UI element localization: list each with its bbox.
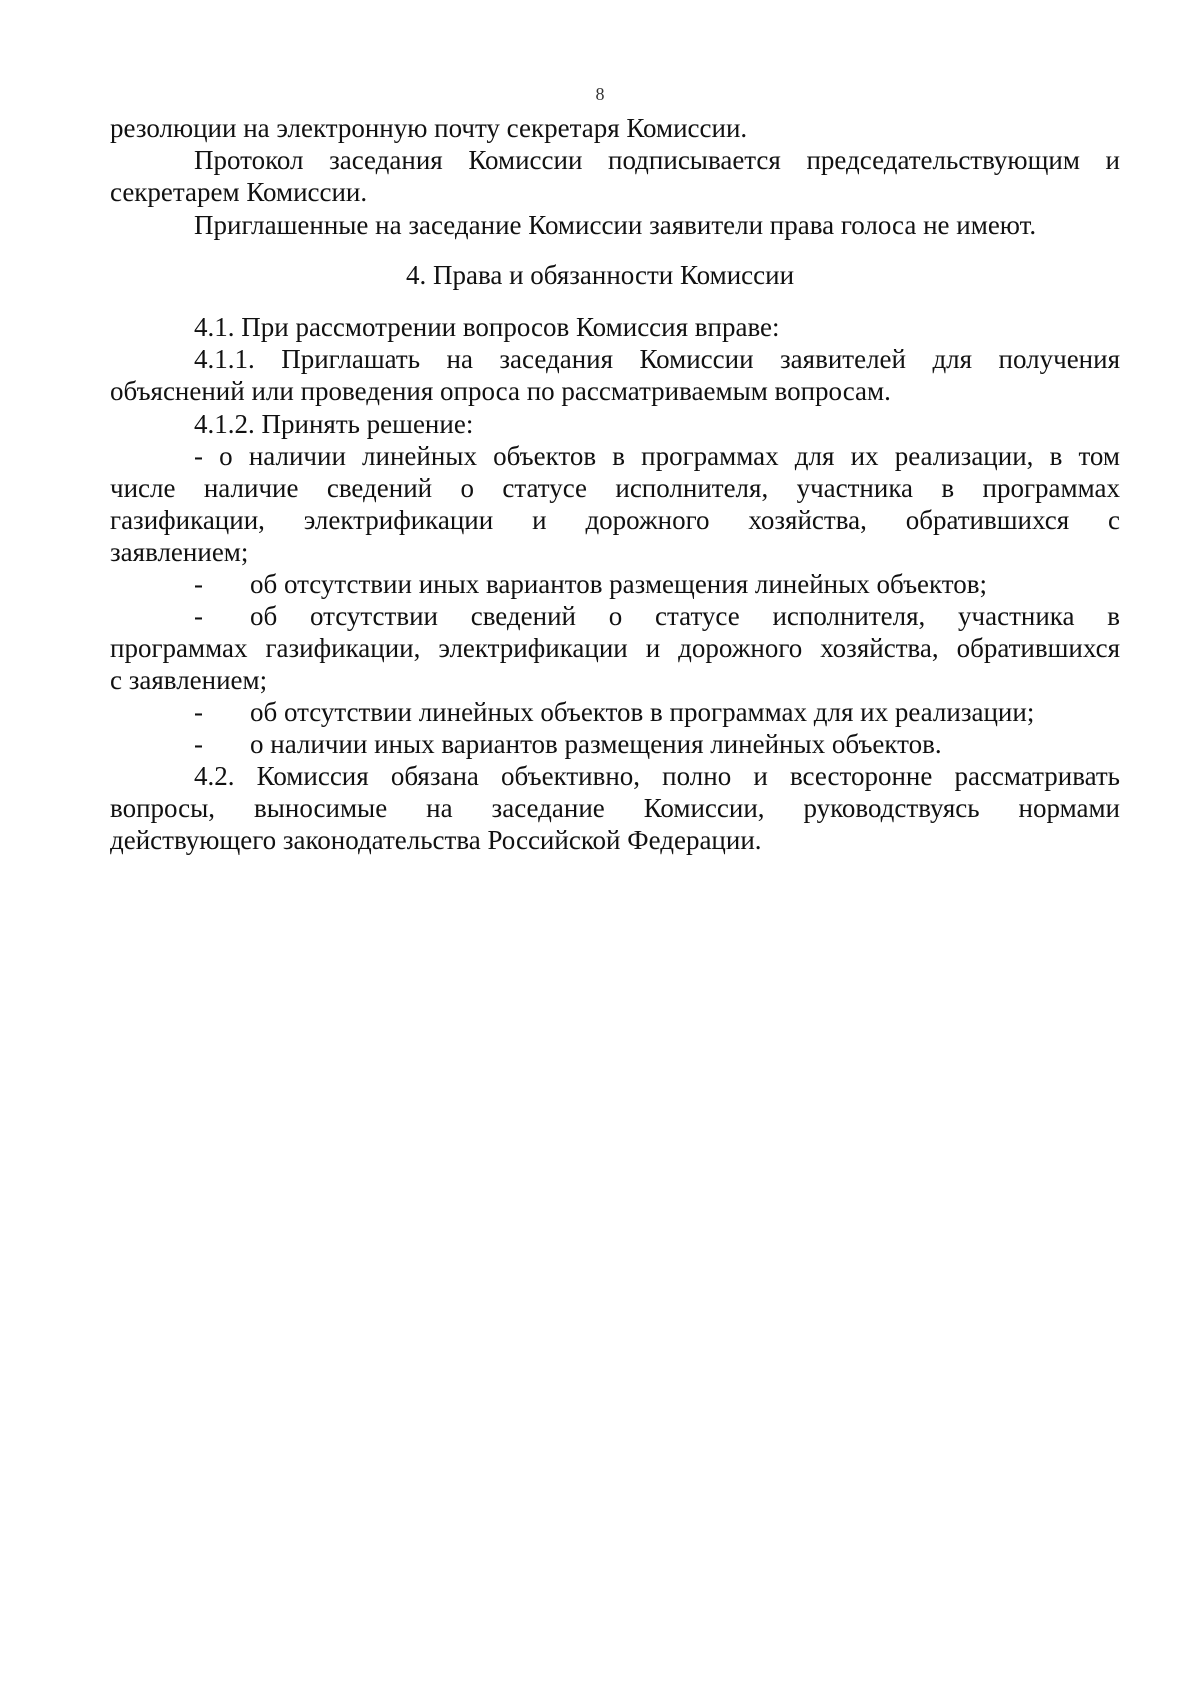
paragraph-line: 4.1. При рассмотрении вопросов Комиссия вправе:: [194, 312, 780, 342]
paragraph-line: действующего законодательства Российской Федерации.: [110, 825, 762, 855]
paragraph-line: Протокол заседания Комиссии подписывается председательствующим и: [194, 145, 1120, 175]
list-item-text: об отсутствии линейных объектов в программах для их реализации;: [250, 697, 1035, 727]
list-item-line: заявлением;: [110, 537, 249, 567]
paragraph-line: 4.1.1. Приглашать на заседания Комиссии заявителей для получения: [194, 344, 1120, 374]
paragraph-line: объяснений или проведения опроса по рассматриваемым вопросам.: [110, 376, 891, 406]
paragraph-line: 4.1.2. Принять решение:: [194, 409, 474, 439]
paragraph-line: вопросы, выносимые на заседание Комиссии, руководствуясь нормами: [110, 793, 1120, 823]
paragraph-line: секретарем Комиссии.: [110, 177, 368, 207]
list-item-text: об отсутствии иных вариантов размещения линейных объектов;: [250, 569, 987, 599]
list-dash: -: [194, 729, 203, 759]
section-heading: 4. Права и обязанности Комиссии: [405, 260, 795, 290]
list-item-line: программах газификации, электрификации и дорожного хозяйства, обратившихся: [110, 633, 1120, 663]
list-item-text: об отсутствии сведений о статусе исполнителя, участника в: [250, 601, 1120, 631]
page-number: 8: [595, 84, 605, 104]
list-item-line: газификации, электрификации и дорожного хозяйства, обратившихся с: [110, 505, 1120, 535]
list-item-line: с заявлением;: [110, 665, 268, 695]
list-dash: -: [194, 601, 203, 631]
list-item-line: числе наличие сведений о статусе исполнителя, участника в программах: [110, 473, 1120, 503]
paragraph-line: Приглашенные на заседание Комиссии заявители права голоса не имеют.: [194, 210, 1037, 240]
list-dash: -: [194, 697, 203, 727]
list-item-line: - о наличии линейных объектов в программах для их реализации, в том: [194, 441, 1120, 471]
paragraph-line: резолюции на электронную почту секретаря Комиссии.: [110, 113, 748, 143]
list-item-text: о наличии иных вариантов размещения линейных объектов.: [250, 729, 942, 759]
list-dash: -: [194, 569, 203, 599]
paragraph-line: 4.2. Комиссия обязана объективно, полно и всесторонне рассматривать: [194, 761, 1120, 791]
